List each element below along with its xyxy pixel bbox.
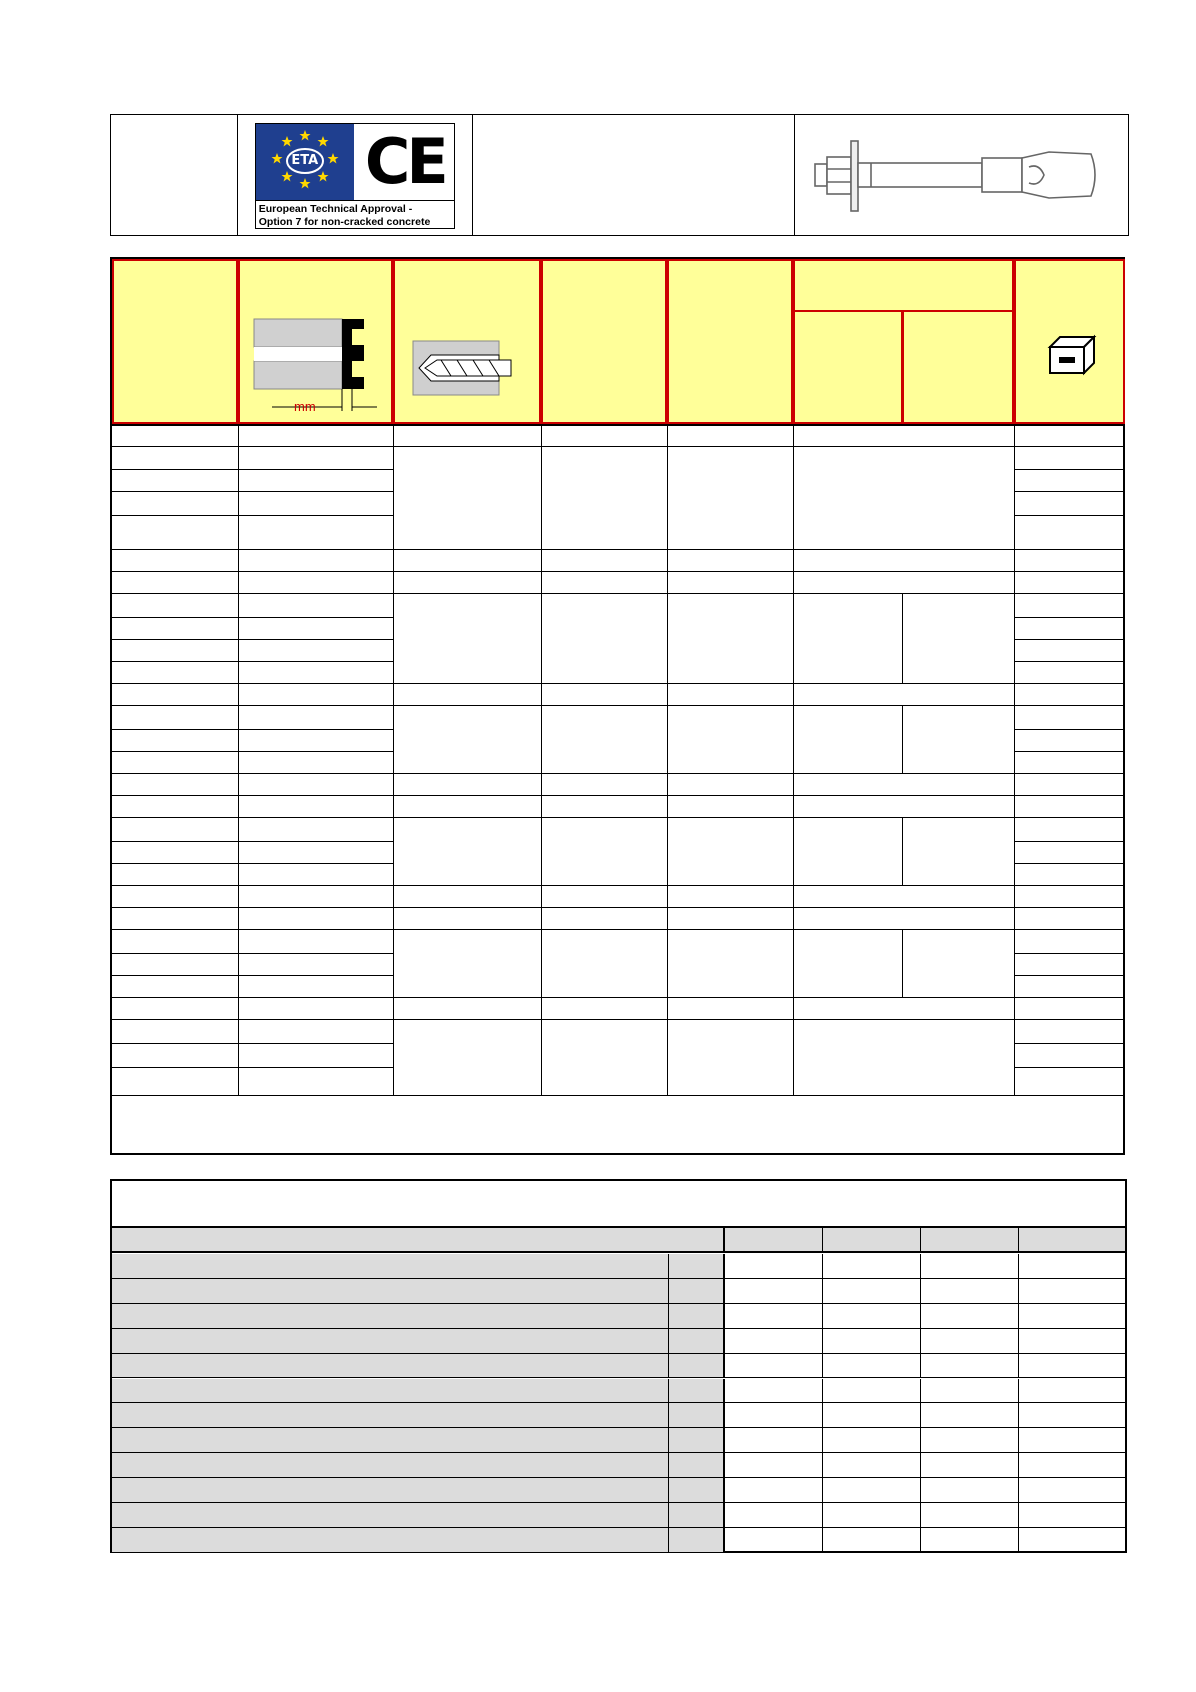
spec-row-unit	[669, 1478, 725, 1503]
spec-row	[112, 1478, 1125, 1503]
fixture-diagram-label: mm	[294, 399, 316, 414]
spec-row-label	[112, 1503, 669, 1528]
spec-row-value	[823, 1428, 921, 1453]
spec-row	[112, 1453, 1125, 1478]
spec-row-value	[725, 1354, 823, 1379]
spec-row-value	[1019, 1304, 1125, 1329]
spec-row-value	[725, 1304, 823, 1329]
spec-row-value	[1019, 1329, 1125, 1354]
spec-row	[112, 1279, 1125, 1304]
spec-row-value	[725, 1254, 823, 1279]
col-header-2	[238, 259, 393, 424]
spec-row-value	[823, 1528, 921, 1553]
spec-row	[112, 1379, 1125, 1404]
spec-row-value	[1019, 1503, 1125, 1528]
spec-row-value	[725, 1428, 823, 1453]
spec-row	[112, 1428, 1125, 1453]
drill-hole-icon	[411, 339, 521, 399]
anchor-data-table	[110, 257, 1125, 1155]
spec-row-value	[1019, 1528, 1125, 1553]
spec-row-value	[823, 1279, 921, 1304]
document-header	[110, 114, 1129, 236]
eta-caption-line1: European Technical Approval -	[258, 203, 413, 215]
spec-row-value	[823, 1254, 921, 1279]
col-header-7	[1014, 259, 1125, 424]
col-header-6b	[902, 310, 1014, 424]
spec-row-label	[112, 1379, 669, 1404]
table-footnote-area	[112, 1096, 1125, 1153]
spec-row-value	[1019, 1453, 1125, 1478]
spec-row-value	[823, 1503, 921, 1528]
header-product-cell	[795, 115, 1128, 235]
spec-row-label	[112, 1329, 669, 1354]
spec-row-label	[112, 1279, 669, 1304]
eta-logo-text: ETA	[291, 153, 319, 168]
spec-row-unit	[669, 1329, 725, 1354]
spec-row-label	[112, 1453, 669, 1478]
specification-table	[110, 1179, 1127, 1553]
spec-row-unit	[669, 1453, 725, 1478]
spec-row	[112, 1304, 1125, 1329]
spec-header-row	[112, 1228, 1125, 1253]
spec-row-label	[112, 1254, 669, 1279]
col-header-1	[112, 259, 238, 424]
spec-row-label	[112, 1528, 669, 1553]
spec-row-value	[725, 1403, 823, 1428]
header-eta-cell	[238, 115, 474, 235]
spec-row-value	[725, 1453, 823, 1478]
spec-row-unit	[669, 1528, 725, 1553]
spec-row-value	[1019, 1403, 1125, 1428]
spec-row-value	[725, 1329, 823, 1354]
spec-row-unit	[669, 1379, 725, 1404]
spec-row-value	[725, 1478, 823, 1503]
spec-row-value	[921, 1254, 1019, 1279]
spec-row-value	[1019, 1254, 1125, 1279]
spec-row-unit	[669, 1304, 725, 1329]
spec-row-value	[921, 1354, 1019, 1379]
eta-caption-line2: Option 7 for non-cracked concrete	[258, 216, 431, 228]
header-blank-cell	[111, 115, 238, 235]
spec-row-value	[823, 1453, 921, 1478]
spec-row-value	[921, 1379, 1019, 1404]
spec-row-value	[823, 1379, 921, 1404]
spec-row-value	[921, 1528, 1019, 1553]
spec-row-value	[921, 1304, 1019, 1329]
spec-row-value	[921, 1453, 1019, 1478]
spec-row-label	[112, 1403, 669, 1428]
eta-approval-badge	[255, 123, 455, 229]
spec-row-unit	[669, 1254, 725, 1279]
eta-caption	[256, 200, 454, 228]
col-header-3	[393, 259, 541, 424]
spec-row-value	[725, 1528, 823, 1553]
spec-row-value	[823, 1478, 921, 1503]
spec-row-value	[1019, 1379, 1125, 1404]
spec-row-value	[823, 1329, 921, 1354]
box-quantity-icon	[1044, 333, 1100, 377]
spec-row	[112, 1403, 1125, 1428]
ce-mark: CE	[356, 124, 454, 200]
wedge-anchor-image	[801, 121, 1121, 231]
col-header-6-group	[793, 259, 1014, 313]
spec-row-label	[112, 1304, 669, 1329]
spec-row-label	[112, 1478, 669, 1503]
spec-row-value	[823, 1354, 921, 1379]
spec-row	[112, 1503, 1125, 1528]
spec-row-value	[725, 1379, 823, 1404]
col-header-4	[541, 259, 667, 424]
eu-stars-logo	[256, 124, 354, 200]
col-header-5	[667, 259, 793, 424]
spec-row-value	[921, 1329, 1019, 1354]
spec-row	[112, 1354, 1125, 1379]
spec-row-value	[1019, 1279, 1125, 1304]
col-header-6a	[793, 310, 903, 424]
spec-title-row	[112, 1181, 1125, 1228]
spec-row-value	[1019, 1428, 1125, 1453]
fixture-thickness-diagram-icon	[252, 311, 382, 421]
spec-row	[112, 1329, 1125, 1354]
spec-row	[112, 1254, 1125, 1279]
spec-row-value	[921, 1503, 1019, 1528]
spec-row-unit	[669, 1428, 725, 1453]
spec-row-value	[921, 1478, 1019, 1503]
spec-row-unit	[669, 1403, 725, 1428]
spec-row	[112, 1528, 1125, 1553]
spec-row-value	[921, 1403, 1019, 1428]
spec-row-value	[921, 1279, 1019, 1304]
spec-row-value	[1019, 1354, 1125, 1379]
spec-row-value	[823, 1403, 921, 1428]
header-title-cell	[473, 115, 794, 235]
spec-row-label	[112, 1428, 669, 1453]
spec-row-value	[725, 1279, 823, 1304]
spec-row-value	[725, 1503, 823, 1528]
spec-row-value	[823, 1304, 921, 1329]
spec-row-unit	[669, 1503, 725, 1528]
spec-row-unit	[669, 1354, 725, 1379]
spec-row-label	[112, 1354, 669, 1379]
spec-row-unit	[669, 1279, 725, 1304]
spec-row-value	[921, 1428, 1019, 1453]
spec-row-value	[1019, 1478, 1125, 1503]
